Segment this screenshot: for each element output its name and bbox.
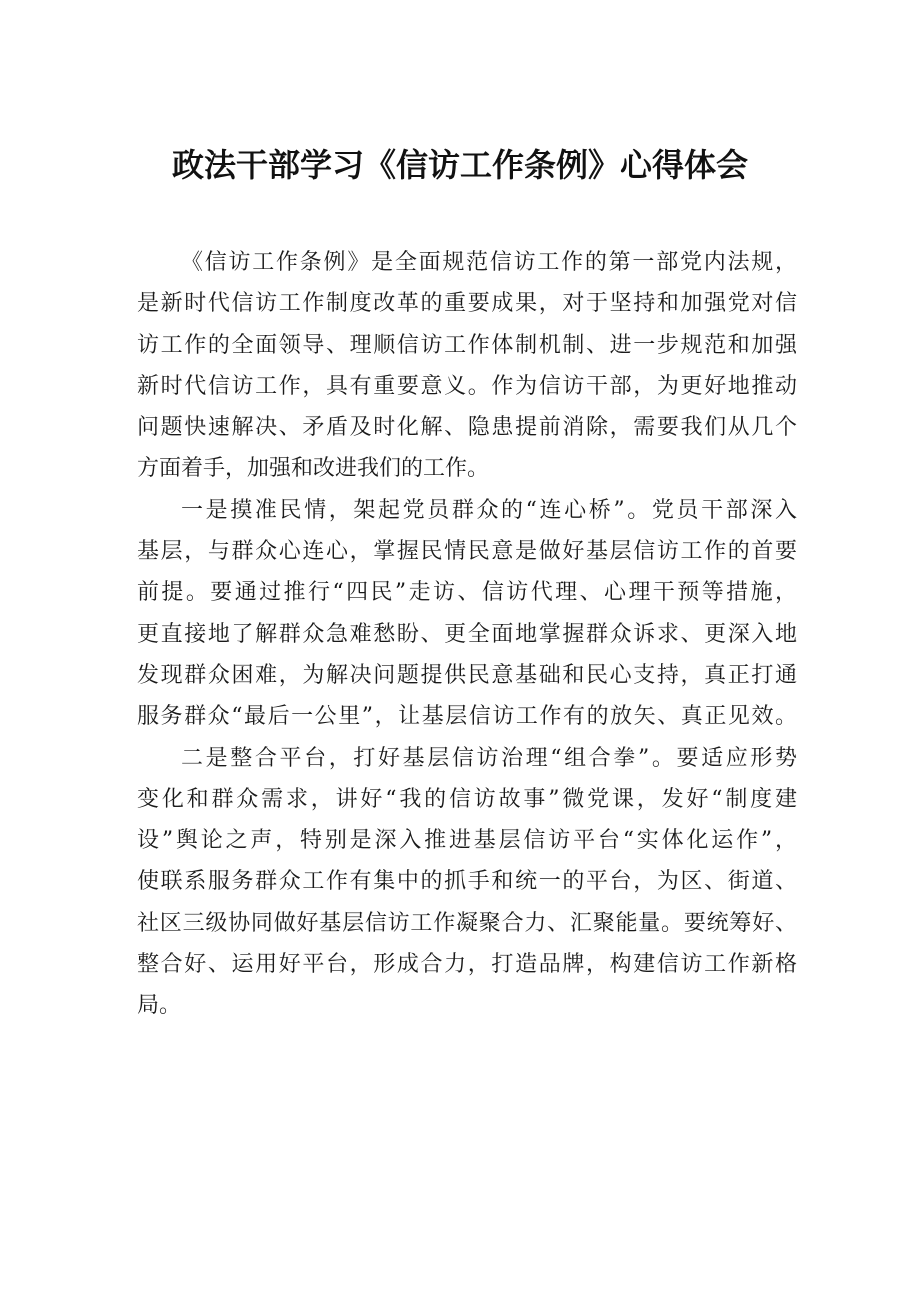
text-line: 基层，与群众心连心，掌握民情民意是做好基层信访工作的首要 [137, 539, 797, 565]
text-line: 问题快速解决、矛盾及时化解、隐患提前消除，需要我们从几个 [137, 415, 797, 441]
text-line: 前提。要通过推行“四民”走访、信访代理、心理干预等措施， [137, 580, 797, 606]
text-line: 一是摸准民情，架起党员群众的“连心桥”。党员干部深入 [181, 497, 797, 523]
text-line: 服务群众“最后一公里”，让基层信访工作有的放矢、真正见效。 [137, 704, 797, 730]
text-line: 二是整合平台，打好基层信访治理“组合拳”。要适应形势 [181, 745, 797, 771]
text-line: 设”舆论之声，特别是深入推进基层信访平台“实体化运作”， [137, 828, 797, 854]
text-line: 局。 [137, 993, 182, 1019]
text-line: 是新时代信访工作制度改革的重要成果，对于坚持和加强党对信 [137, 291, 797, 317]
paragraph-1 [137, 242, 797, 490]
text-line: 《信访工作条例》是全面规范信访工作的第一部党内法规， [181, 250, 797, 275]
text-line: 整合好、运用好平台，形成合力，打造品牌，构建信访工作新格 [137, 952, 797, 978]
text-line: 更直接地了解群众急难愁盼、更全面地掌握群众诉求、更深入地 [137, 621, 797, 647]
text-line: 变化和群众需求，讲好“我的信访故事”微党课，发好“制度建 [137, 786, 797, 812]
document-title: 政法干部学习《信访工作条例》心得体会 [171, 146, 748, 184]
text-line: 新时代信访工作，具有重要意义。作为信访干部，为更好地推动 [137, 373, 797, 399]
paragraph-2 [137, 490, 797, 738]
text-line: 社区三级协同做好基层信访工作凝聚合力、汇聚能量。要统筹好、 [137, 910, 797, 936]
text-line: 访工作的全面领导、理顺信访工作体制机制、进一步规范和加强 [137, 332, 797, 358]
text-line: 使联系服务群众工作有集中的抓手和统一的平台，为区、街道、 [137, 869, 797, 895]
text-line: 发现群众困难，为解决问题提供民意基础和民心支持，真正打通 [137, 662, 797, 688]
paragraph-3 [137, 738, 797, 1027]
text-line: 方面着手，加强和改进我们的工作。 [137, 456, 490, 482]
document-body [137, 242, 797, 1027]
